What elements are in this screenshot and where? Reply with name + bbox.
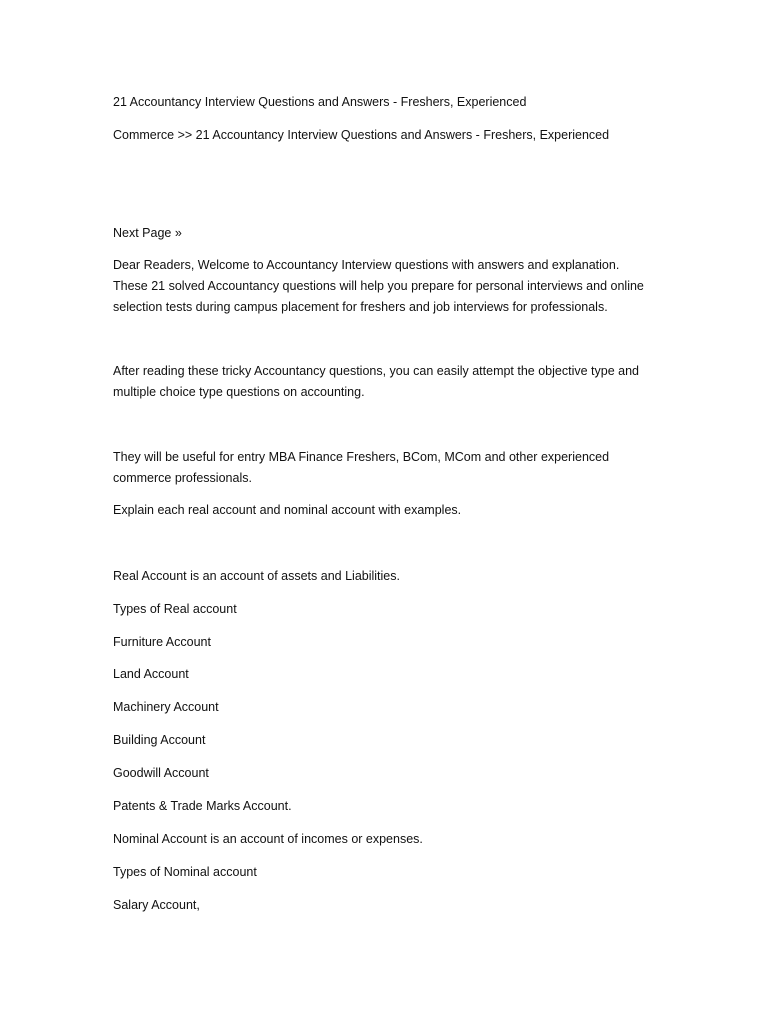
- intro-paragraph: [113, 255, 658, 318]
- list-item: Building Account: [113, 733, 206, 747]
- paragraph-line: commerce professionals.: [113, 471, 252, 485]
- paragraph-line: multiple choice type questions on accounting.: [113, 385, 365, 399]
- question-heading: Explain each real account and nominal account with examples.: [113, 503, 462, 517]
- nominal-types-heading: Types of Nominal account: [113, 865, 257, 879]
- document-title: 21 Accountancy Interview Questions and Answers - Freshers, Experienced: [113, 95, 527, 109]
- list-item: Machinery Account: [113, 700, 219, 714]
- after-reading-paragraph: [113, 361, 658, 403]
- nominal-account-definition: Nominal Account is an account of incomes or expenses.: [113, 832, 423, 846]
- real-types-heading: Types of Real account: [113, 602, 237, 616]
- list-item: Land Account: [113, 667, 189, 681]
- intro-line: These 21 solved Accountancy questions will help you prepare for personal interviews and online: [113, 279, 644, 293]
- next-page-link[interactable]: Next Page »: [113, 226, 182, 240]
- useful-for-paragraph: [113, 447, 658, 489]
- breadcrumb: Commerce >> 21 Accountancy Interview Questions and Answers - Freshers, Experienced: [113, 128, 610, 142]
- list-item: Furniture Account: [113, 635, 211, 649]
- list-item: Patents & Trade Marks Account.: [113, 799, 292, 813]
- paragraph-line: After reading these tricky Accountancy questions, you can easily attempt the objective type and: [113, 364, 639, 378]
- list-item: Salary Account,: [113, 898, 200, 912]
- intro-line: selection tests during campus placement for freshers and job interviews for professionals.: [113, 300, 608, 314]
- list-item: Goodwill Account: [113, 766, 209, 780]
- real-account-definition: Real Account is an account of assets and Liabilities.: [113, 569, 400, 583]
- intro-line: Dear Readers, Welcome to Accountancy Interview questions with answers and explanation.: [113, 258, 620, 272]
- paragraph-line: They will be useful for entry MBA Finance Freshers, BCom, MCom and other experienced: [113, 450, 610, 464]
